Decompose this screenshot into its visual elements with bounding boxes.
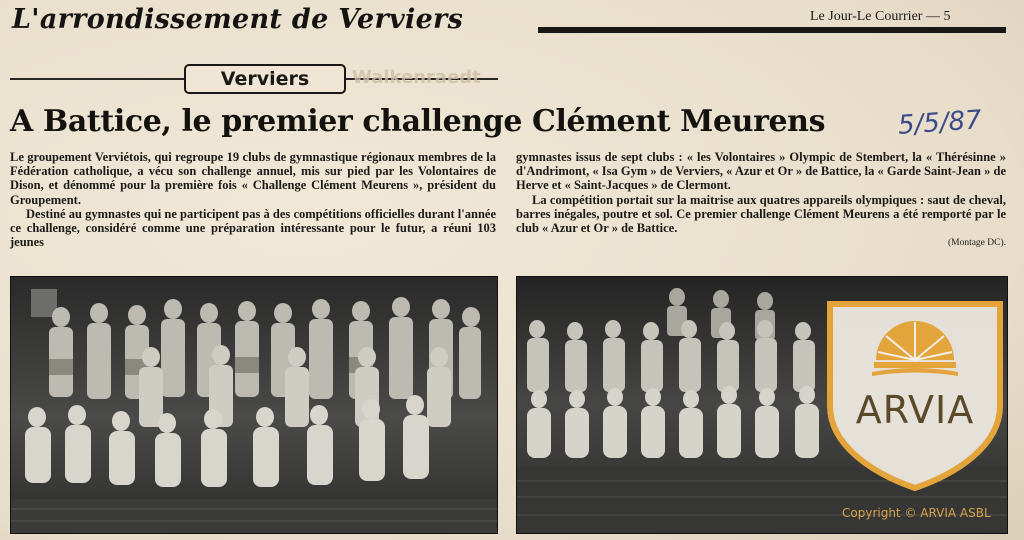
article-headline: A Battice, le premier challenge Clément Meurens	[10, 104, 826, 139]
article-paragraph: La compétition portait sur la maitrise aux quatres appareils olympiques : saut de cheval, barres inégales, poutre et sol. Ce premier challenge Clément Meurens a été remporté par le club « Azur et Or » de Battice.	[516, 192, 1006, 236]
group-photo-left	[10, 276, 498, 534]
article-column-1	[10, 150, 496, 249]
page-number: 5	[943, 9, 951, 24]
photo-left-image	[11, 277, 497, 533]
article-paragraph: Le groupement Verviétois, qui regroupe 19 clubs de gymnastique régionaux membres de la Fédération catholique, a vécu son challenge annuel, mis sur pied par les Volontaires de Dison, et dénommé pour la première fois « Challenge Clément Meurens », président du Groupement.	[10, 150, 496, 207]
copyright-notice: Copyright © ARVIA ASBL	[842, 506, 991, 520]
header-rule	[538, 27, 1006, 33]
faded-neighbor-heading: Walkenraedt	[352, 67, 481, 88]
article-paragraph: Destiné au gymnastes qui ne participent pas à des compétitions officielles durant l'année ce challenge, considéré comme une préparation intéressante pour le futur, a réuni 103 jeunes	[10, 206, 496, 250]
paper-masthead	[810, 9, 950, 25]
paper-name: Le Jour-Le Courrier	[810, 9, 923, 24]
section-label: Verviers	[220, 68, 310, 90]
arvia-logo-text: ARVIA	[855, 388, 975, 432]
masthead-dash: —	[925, 9, 940, 24]
photo-credit: (Montage DC).	[947, 238, 1006, 249]
article-paragraph: gymnastes issus de sept clubs : « les Volontaires » Olympic de Stembert, la « Thérésinne » d'Andrimont, « Isa Gym » de Verviers, « Azur et Or » de Battice, la « Garde Saint-Jean » de Herve et « Saint-Jacques » de Clermont.	[516, 150, 1006, 193]
handwritten-date: 5/5/87	[897, 105, 983, 141]
section-header-title: L'arrondissement de Verviers	[12, 4, 464, 35]
section-label-box	[184, 64, 346, 94]
arvia-watermark-logo	[826, 296, 1004, 492]
article-column-2	[516, 150, 1006, 250]
section-divider-left	[10, 78, 184, 80]
